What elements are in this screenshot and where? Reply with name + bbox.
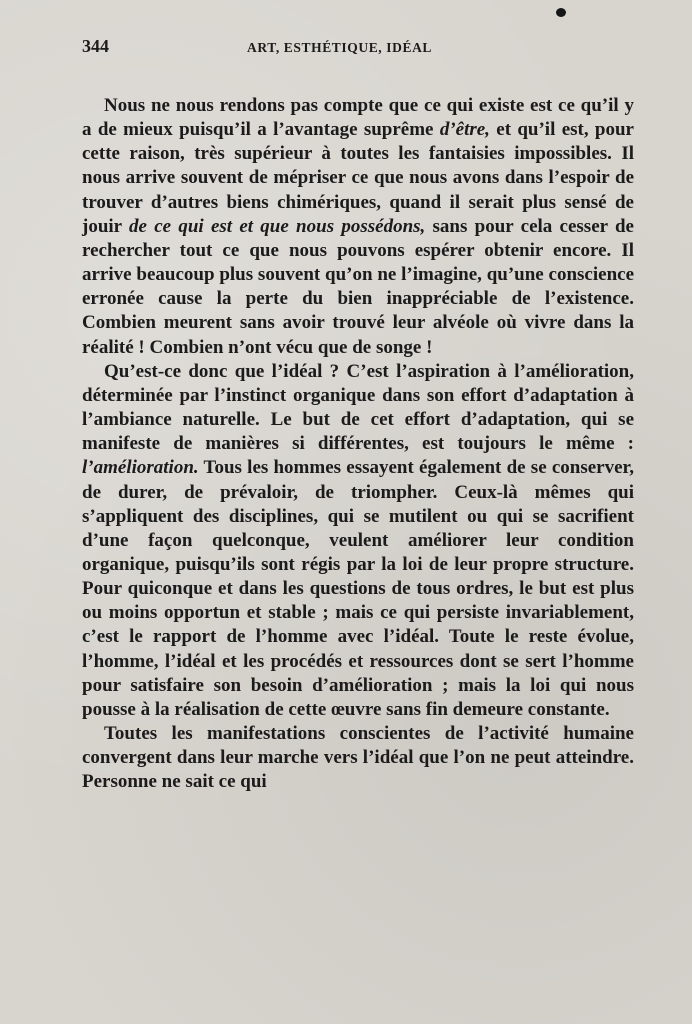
italic-text-run: l’amélioration. — [82, 457, 199, 479]
ink-speck — [556, 8, 566, 17]
text-run: sans pour cela cesser de rechercher tout ce que nous pouvons espérer obtenir encore. Il arrive beaucoup plus souvent qu’on ne l’imagine, qu’une conscience erronée cause la perte du bien inappréciable de l’existence. Combien meurent sans avoir trouvé leur alvéole où vivre dans la réalité ! Combien n’ont vécu que de songe ! — [82, 215, 634, 358]
page-number: 344 — [82, 36, 109, 56]
text-run: Toutes les manifestations conscientes de l’activité humaine convergent dans leur marche vers l’idéal que l’on ne peut atteindre. Personne ne sait ce qui — [82, 723, 634, 793]
italic-text-run: d’être, — [439, 119, 490, 141]
paragraph — [82, 94, 634, 360]
text-run: Qu’est-ce donc que l’idéal ? C’est l’aspiration à l’amélioration, déterminée par l’instinct organique dans son effort d’adaptation à l’ambiance naturelle. Le but de cet effort d’adaptation, qui se manifeste de manières si différentes, est toujours le même : — [82, 360, 634, 455]
text-run: Tous les hommes essayent également de se conserver, de durer, de prévaloir, de triompher. Ceux-là mêmes qui s’appliquent des disciplines, qui se mutilent ou qui se sacrifient d’une façon quelconque, veulent améliorer leur condition organique, puisqu’ils sont régis par la loi de leur propre structure. Pour quiconque et dans les questions de tous ordres, le but est plus ou moins opportun et stable ; mais ce qui persiste invariablement, c’est le rapport de l’homme avec l’idéal. Toute le reste évolue, l’homme, l’idéal et les procédés et ressources dont se sert l’homme pour satisfaire son besoin d’amélioration ; mais la loi qui nous pousse à la réalisation de cette œuvre sans fin demeure constante. — [82, 457, 634, 720]
text-run: Nous ne nous rendons pas compte que ce qui existe est ce qu’il y a de mieux puisqu’il a l’avantage suprême — [82, 95, 634, 141]
paragraph — [82, 722, 634, 794]
paragraph — [82, 360, 634, 722]
italic-text-run: de ce qui est et que nous possédons, — [129, 215, 426, 237]
text-run: et qu’il est, pour cette raison, très supérieur à toutes les fantaisies impossibles. Il nous arrive souvent de mépriser ce que nous avons dans l’espoir de trouver d’autres biens chimériques, quand il serait plus sensé de jouir — [82, 119, 634, 237]
body-text — [82, 94, 634, 795]
page-header — [82, 36, 634, 62]
running-head: ART, ESTHÉTIQUE, IDÉAL — [247, 40, 433, 55]
